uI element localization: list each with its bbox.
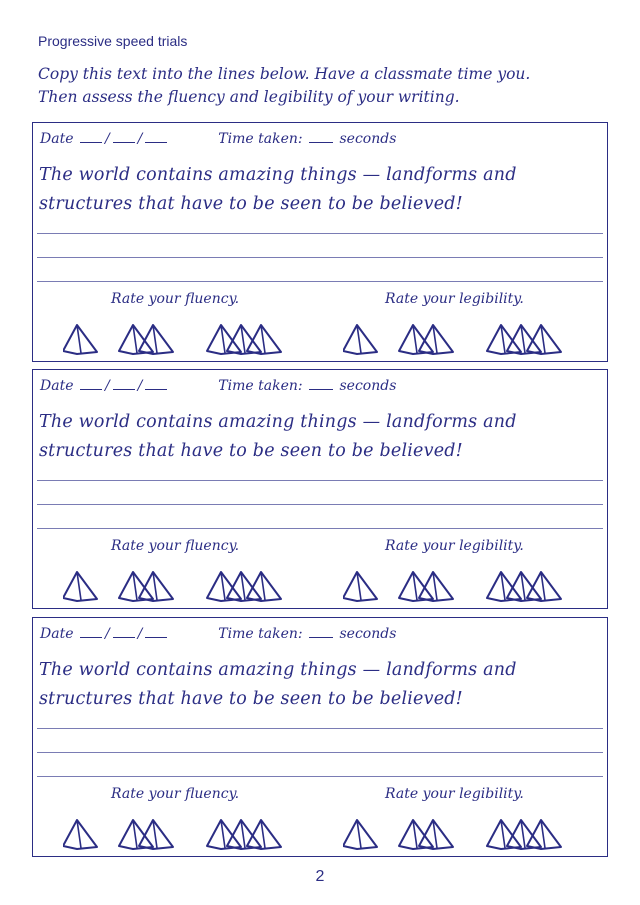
rating-option-1[interactable] bbox=[63, 325, 97, 354]
rating-option-1[interactable] bbox=[343, 820, 377, 849]
legibility-label: Rate your legibility. bbox=[385, 786, 524, 802]
triangle-icon[interactable] bbox=[207, 325, 241, 354]
rating-option-1[interactable] bbox=[343, 572, 377, 601]
triangle-icon[interactable] bbox=[399, 572, 433, 601]
date-separator: / bbox=[104, 626, 110, 642]
fluency-rating bbox=[63, 816, 303, 854]
triangle-icon[interactable] bbox=[399, 325, 433, 354]
rating-triangles bbox=[343, 568, 583, 606]
date-month-blank[interactable] bbox=[113, 378, 135, 390]
date-day-blank[interactable] bbox=[80, 626, 102, 638]
triangle-icon[interactable] bbox=[63, 572, 97, 601]
passage-text bbox=[39, 408, 581, 466]
triangle-icon[interactable] bbox=[487, 325, 521, 354]
date-separator: / bbox=[137, 131, 143, 147]
legibility-label: Rate your legibility. bbox=[385, 291, 524, 307]
triangle-icon[interactable] bbox=[227, 572, 261, 601]
rating-triangles bbox=[63, 321, 303, 359]
rating-option-3[interactable] bbox=[487, 572, 561, 601]
passage-line: structures that have to be seen to be believed! bbox=[39, 441, 463, 461]
rating-option-2[interactable] bbox=[399, 572, 453, 601]
date-separator: / bbox=[104, 378, 110, 394]
triangle-icon[interactable] bbox=[419, 820, 453, 849]
triangle-icon[interactable] bbox=[139, 572, 173, 601]
triangle-icon[interactable] bbox=[207, 820, 241, 849]
rating-option-2[interactable] bbox=[119, 572, 173, 601]
writing-line[interactable] bbox=[37, 776, 603, 777]
triangle-icon[interactable] bbox=[487, 572, 521, 601]
triangle-icon[interactable] bbox=[507, 572, 541, 601]
date-month-blank[interactable] bbox=[113, 131, 135, 143]
rating-option-2[interactable] bbox=[119, 325, 173, 354]
writing-line[interactable] bbox=[37, 752, 603, 753]
triangle-icon[interactable] bbox=[419, 572, 453, 601]
writing-line[interactable] bbox=[37, 281, 603, 282]
triangle-icon[interactable] bbox=[527, 820, 561, 849]
rating-option-3[interactable] bbox=[487, 820, 561, 849]
triangle-icon[interactable] bbox=[207, 572, 241, 601]
date-year-blank[interactable] bbox=[145, 378, 167, 390]
triangle-icon[interactable] bbox=[527, 572, 561, 601]
triangle-icon[interactable] bbox=[63, 820, 97, 849]
trial-header bbox=[40, 378, 396, 394]
passage-line: structures that have to be seen to be believed! bbox=[39, 689, 463, 709]
legibility-rating bbox=[343, 816, 583, 854]
date-separator: / bbox=[137, 378, 143, 394]
writing-line[interactable] bbox=[37, 728, 603, 729]
fluency-label: Rate your fluency. bbox=[111, 786, 240, 802]
passage-line: The world contains amazing things — landforms and bbox=[39, 412, 517, 432]
passage-line: The world contains amazing things — landforms and bbox=[39, 165, 517, 185]
triangle-icon[interactable] bbox=[507, 820, 541, 849]
page-number: 2 bbox=[315, 868, 325, 885]
writing-line[interactable] bbox=[37, 480, 603, 481]
legibility-label: Rate your legibility. bbox=[385, 538, 524, 554]
rating-option-2[interactable] bbox=[399, 325, 453, 354]
time-label: Time taken: bbox=[218, 131, 303, 147]
triangle-icon[interactable] bbox=[487, 820, 521, 849]
triangle-icon[interactable] bbox=[247, 325, 281, 354]
triangle-icon[interactable] bbox=[227, 820, 261, 849]
rating-triangles bbox=[343, 321, 583, 359]
triangle-icon[interactable] bbox=[139, 325, 173, 354]
rating-triangles bbox=[63, 816, 303, 854]
rating-option-3[interactable] bbox=[207, 325, 281, 354]
triangle-icon[interactable] bbox=[247, 820, 281, 849]
triangle-icon[interactable] bbox=[139, 820, 173, 849]
date-label: Date bbox=[40, 626, 74, 642]
triangle-icon[interactable] bbox=[119, 325, 153, 354]
rating-option-3[interactable] bbox=[207, 820, 281, 849]
date-year-blank[interactable] bbox=[145, 626, 167, 638]
fluency-label: Rate your fluency. bbox=[111, 538, 240, 554]
instruction-line: Then assess the fluency and legibility of your writing. bbox=[38, 88, 460, 106]
date-day-blank[interactable] bbox=[80, 131, 102, 143]
triangle-icon[interactable] bbox=[343, 820, 377, 849]
rating-option-3[interactable] bbox=[487, 325, 561, 354]
rating-option-2[interactable] bbox=[399, 820, 453, 849]
triangle-icon[interactable] bbox=[247, 572, 281, 601]
date-month-blank[interactable] bbox=[113, 626, 135, 638]
date-separator: / bbox=[104, 131, 110, 147]
legibility-rating bbox=[343, 568, 583, 606]
trial-box-3 bbox=[32, 617, 608, 857]
date-day-blank[interactable] bbox=[80, 378, 102, 390]
triangle-icon[interactable] bbox=[527, 325, 561, 354]
triangle-icon[interactable] bbox=[343, 325, 377, 354]
triangle-icon[interactable] bbox=[119, 572, 153, 601]
page-title: Progressive speed trials bbox=[38, 33, 188, 49]
writing-line[interactable] bbox=[37, 504, 603, 505]
rating-option-1[interactable] bbox=[343, 325, 377, 354]
trial-header bbox=[40, 626, 396, 642]
rating-option-2[interactable] bbox=[119, 820, 173, 849]
passage-line: structures that have to be seen to be believed! bbox=[39, 194, 463, 214]
trial-box-1 bbox=[32, 122, 608, 362]
date-label: Date bbox=[40, 131, 74, 147]
triangle-icon[interactable] bbox=[227, 325, 261, 354]
time-blank[interactable] bbox=[309, 131, 333, 143]
fluency-label: Rate your fluency. bbox=[111, 291, 240, 307]
passage-text bbox=[39, 656, 581, 714]
trial-box-2 bbox=[32, 369, 608, 609]
triangle-icon[interactable] bbox=[119, 820, 153, 849]
triangle-icon[interactable] bbox=[419, 325, 453, 354]
time-label: Time taken: bbox=[218, 626, 303, 642]
time-blank[interactable] bbox=[309, 626, 333, 638]
time-blank[interactable] bbox=[309, 378, 333, 390]
rating-option-3[interactable] bbox=[207, 572, 281, 601]
passage-text bbox=[39, 161, 581, 219]
triangle-icon[interactable] bbox=[507, 325, 541, 354]
seconds-label: seconds bbox=[339, 131, 397, 147]
fluency-rating bbox=[63, 568, 303, 606]
instructions bbox=[38, 63, 618, 109]
writing-line[interactable] bbox=[37, 528, 603, 529]
writing-line[interactable] bbox=[37, 233, 603, 234]
passage-line: The world contains amazing things — landforms and bbox=[39, 660, 517, 680]
rating-option-1[interactable] bbox=[63, 820, 97, 849]
date-label: Date bbox=[40, 378, 74, 394]
time-label: Time taken: bbox=[218, 378, 303, 394]
rating-triangles bbox=[63, 568, 303, 606]
triangle-icon[interactable] bbox=[399, 820, 433, 849]
instruction-line: Copy this text into the lines below. Have a classmate time you. bbox=[38, 65, 531, 83]
rating-triangles bbox=[343, 816, 583, 854]
date-year-blank[interactable] bbox=[145, 131, 167, 143]
writing-line[interactable] bbox=[37, 257, 603, 258]
date-separator: / bbox=[137, 626, 143, 642]
triangle-icon[interactable] bbox=[63, 325, 97, 354]
seconds-label: seconds bbox=[339, 378, 397, 394]
rating-option-1[interactable] bbox=[63, 572, 97, 601]
legibility-rating bbox=[343, 321, 583, 359]
fluency-rating bbox=[63, 321, 303, 359]
trial-header bbox=[40, 131, 396, 147]
triangle-icon[interactable] bbox=[343, 572, 377, 601]
seconds-label: seconds bbox=[339, 626, 397, 642]
